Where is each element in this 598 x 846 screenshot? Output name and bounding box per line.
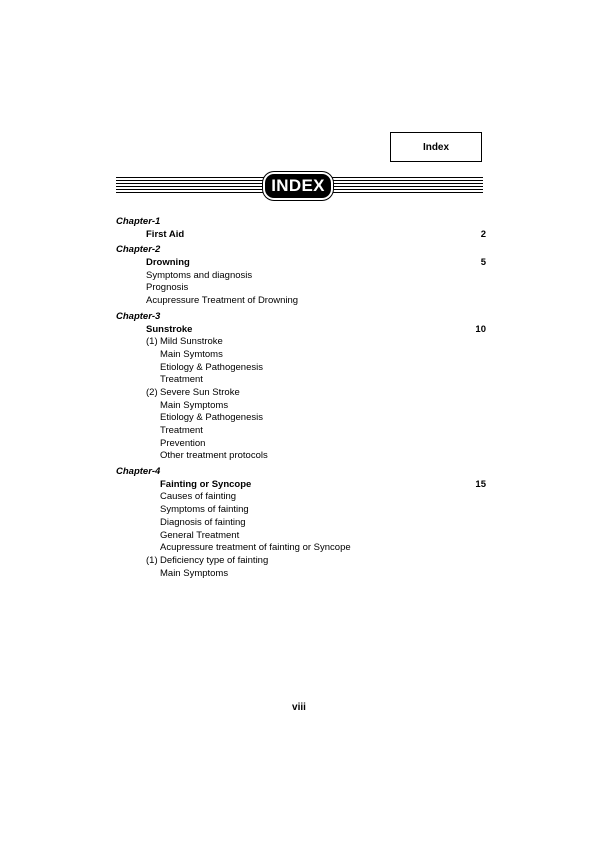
entry-text: Prognosis (146, 282, 189, 294)
index-box (390, 132, 482, 162)
index-title-banner: INDEX (265, 174, 331, 198)
entry-text: Acupressure Treatment of Drowning (146, 295, 299, 307)
entry-text: Treatment (160, 425, 203, 436)
chapter-heading: Chapter-2 (116, 244, 161, 256)
toc-entry (116, 374, 486, 387)
entry-text: First Aid (146, 228, 185, 240)
chapter-heading: Chapter-4 (116, 466, 161, 478)
entry-text: Symptoms and diagnosis (146, 269, 253, 281)
index-box-label: Index (395, 137, 477, 157)
entry-text: Causes of fainting (160, 491, 237, 503)
toc-entry (116, 282, 486, 295)
entry-text: Symptoms of fainting (160, 504, 249, 516)
entry-text: Other treatment protocols (160, 450, 268, 462)
toc-entry (116, 362, 486, 375)
toc-entry (116, 270, 486, 283)
entry-text: Deficiency type of fainting (160, 554, 269, 566)
toc-entry (116, 517, 486, 530)
toc-entry (116, 387, 486, 400)
entry-text: Fainting or Syncope (160, 478, 252, 490)
entry-text: Etiology & Pathogenesis (160, 412, 263, 424)
entry-text: Drowning (146, 257, 190, 269)
entry-text: Main Symtoms (160, 348, 223, 360)
toc-entry (116, 400, 486, 413)
entry-page-number: 10 (475, 323, 486, 335)
entry-page-number: 2 (480, 228, 486, 240)
chapter-heading: Chapter-3 (116, 310, 161, 322)
entry-text: General Treatment (160, 529, 240, 541)
entry-text: Sunstroke (146, 323, 193, 335)
toc-entry (116, 450, 486, 463)
entry-text: Severe Sun Stroke (160, 386, 240, 398)
entry-text: Prevention (160, 437, 206, 449)
entry-page-number: 5 (480, 257, 486, 269)
entry-text: Main Symptoms (160, 567, 229, 579)
entry-text: Acupressure treatment of fainting or Syncope (160, 542, 351, 554)
chapter-title (116, 479, 486, 492)
page-number: viii (292, 702, 306, 713)
toc-entry (116, 504, 486, 517)
entry-text: Treatment (160, 374, 203, 386)
toc-entry (116, 412, 486, 425)
entry-number: (2) (146, 386, 158, 398)
chapter-title (116, 257, 486, 270)
toc-entry (116, 568, 486, 581)
toc-entry (116, 349, 486, 362)
table-of-contents (116, 216, 486, 580)
toc-entry (116, 542, 486, 555)
chapter-title (116, 324, 486, 337)
toc-entry (116, 425, 486, 438)
chapter-heading: Chapter-1 (116, 216, 161, 227)
entry-text: Etiology & Pathogenesis (160, 361, 263, 373)
entry-page-number: 15 (475, 478, 486, 490)
chapter-title (116, 229, 486, 242)
entry-number: (1) (146, 554, 158, 566)
toc-entry (116, 530, 486, 543)
toc-entry (116, 438, 486, 451)
entry-text: Diagnosis of fainting (160, 516, 246, 528)
toc-entry (116, 555, 486, 568)
entry-number: (1) (146, 336, 158, 348)
toc-entry (116, 336, 486, 349)
toc-entry (116, 491, 486, 504)
entry-text: Mild Sunstroke (160, 336, 223, 348)
toc-entry (116, 295, 486, 308)
entry-text: Main Symptoms (160, 399, 229, 411)
